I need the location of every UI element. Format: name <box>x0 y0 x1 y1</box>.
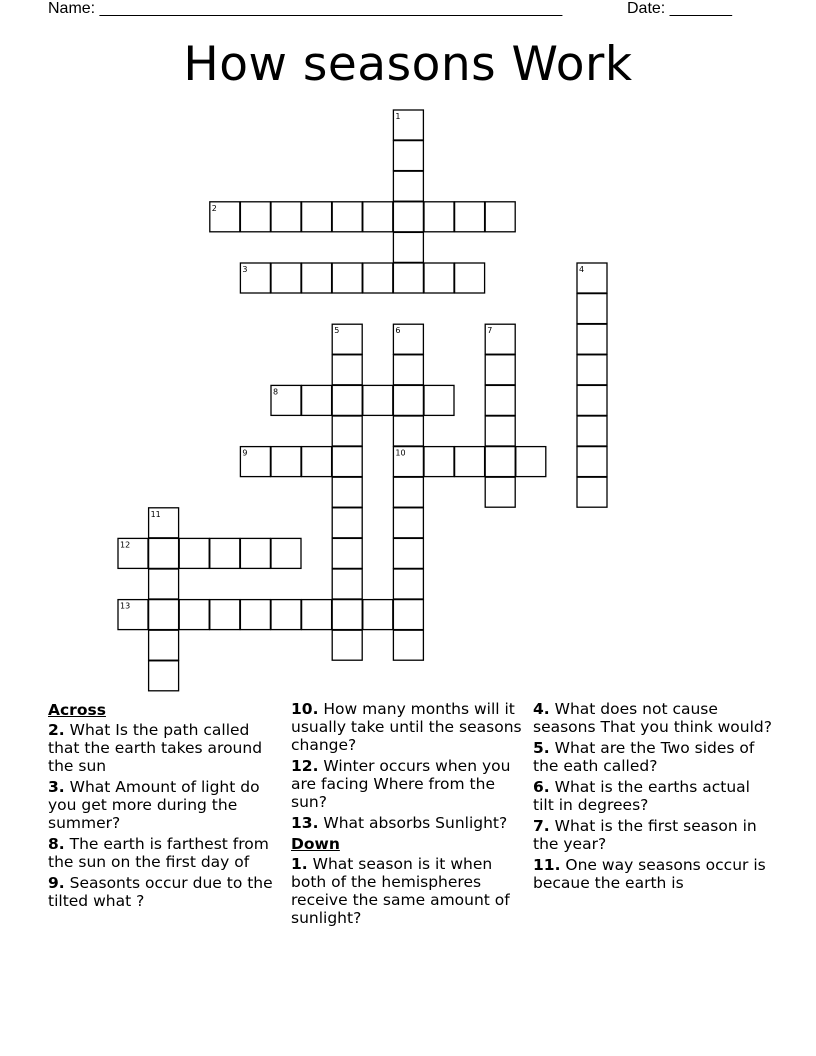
clue-text: What season is it when both of the hemispheres receive the same amount of sunlight? <box>291 855 510 927</box>
grid-cell[interactable] <box>271 263 301 293</box>
grid-cell[interactable] <box>149 569 179 599</box>
clue-number: 10. <box>291 700 319 718</box>
clue-number: 12. <box>291 757 319 775</box>
grid-cell[interactable] <box>393 477 423 507</box>
date-field-label: Date: _______ <box>627 0 732 17</box>
grid-cell[interactable] <box>149 661 179 691</box>
grid-cell[interactable] <box>179 538 209 568</box>
clue-text: Winter occurs when you are facing Where from the sun? <box>291 757 511 811</box>
grid-cell[interactable] <box>271 538 301 568</box>
cell-number-label: 3 <box>242 265 248 274</box>
down-clue-4 <box>533 700 773 736</box>
grid-cell[interactable] <box>302 263 332 293</box>
grid-cell[interactable] <box>424 202 454 232</box>
grid-cell[interactable] <box>577 355 607 385</box>
grid-cell[interactable] <box>485 447 515 477</box>
grid-cell[interactable] <box>455 447 485 477</box>
grid-cell[interactable] <box>577 416 607 446</box>
grid-cell[interactable] <box>363 385 393 415</box>
grid-cell[interactable] <box>332 263 362 293</box>
grid-cell[interactable] <box>332 385 362 415</box>
clue-text: What is the first season in the year? <box>533 817 757 853</box>
grid-cell[interactable] <box>393 538 423 568</box>
grid-cell[interactable] <box>485 355 515 385</box>
clue-text: What Amount of light do you get more during the summer? <box>48 778 260 832</box>
across-clue-3 <box>48 778 280 832</box>
clue-text: What is the earths actual tilt in degrees? <box>533 778 750 814</box>
cell-number-label: 8 <box>273 387 279 397</box>
grid-cell[interactable] <box>393 202 423 232</box>
grid-cell[interactable] <box>271 447 301 477</box>
grid-cell[interactable] <box>577 447 607 477</box>
cell-number-label: 7 <box>487 326 493 336</box>
clues-column-3 <box>533 700 773 895</box>
clue-number: 8. <box>48 835 65 853</box>
grid-cell[interactable] <box>393 141 423 171</box>
clue-text: Seasonts occur due to the tilted what ? <box>48 874 273 910</box>
down-clue-7 <box>533 817 773 853</box>
grid-cell[interactable] <box>149 630 179 660</box>
grid-cell[interactable] <box>302 202 332 232</box>
grid-cell[interactable] <box>149 538 179 568</box>
grid-cell[interactable] <box>393 630 423 660</box>
grid-cell[interactable] <box>424 385 454 415</box>
grid-cell[interactable] <box>332 447 362 477</box>
grid-cell[interactable] <box>485 385 515 415</box>
grid-cell[interactable] <box>393 385 423 415</box>
cell-number-label: 9 <box>242 448 248 458</box>
grid-cell[interactable] <box>240 600 270 630</box>
grid-cell[interactable] <box>393 508 423 538</box>
clue-text: The earth is farthest from the sun on the first day of <box>48 835 269 871</box>
grid-cell[interactable] <box>516 447 546 477</box>
grid-cell[interactable] <box>210 538 240 568</box>
grid-cell[interactable] <box>332 202 362 232</box>
grid-cell[interactable] <box>332 538 362 568</box>
grid-cell[interactable] <box>485 416 515 446</box>
grid-cell[interactable] <box>302 385 332 415</box>
clue-text: What does not cause seasons That you think would? <box>533 700 772 736</box>
grid-cell[interactable] <box>302 600 332 630</box>
across-clue-10 <box>291 700 523 754</box>
clue-number: 2. <box>48 721 65 739</box>
grid-cell[interactable] <box>302 447 332 477</box>
grid-cell[interactable] <box>179 600 209 630</box>
grid-cell[interactable] <box>363 202 393 232</box>
grid-cell[interactable] <box>240 202 270 232</box>
clue-text: What are the Two sides of the eath called? <box>533 739 755 775</box>
grid-cell[interactable] <box>577 385 607 415</box>
down-clue-11 <box>533 856 773 892</box>
grid-cell[interactable] <box>485 202 515 232</box>
cell-number-label: 13 <box>120 601 131 611</box>
cell-number-label: 1 <box>395 112 401 121</box>
clue-number: 7. <box>533 817 550 835</box>
grid-cell[interactable] <box>577 477 607 507</box>
cell-number-label: 4 <box>579 265 585 274</box>
grid-cell[interactable] <box>424 263 454 293</box>
down-heading: Down <box>291 835 340 853</box>
grid-cell[interactable] <box>332 630 362 660</box>
clues-column-2 <box>291 700 523 930</box>
grid-cell[interactable] <box>393 263 423 293</box>
clue-text: What Is the path called that the earth takes around the sun <box>48 721 263 775</box>
clue-number: 3. <box>48 778 65 796</box>
cell-number-label: 6 <box>395 326 401 336</box>
clue-number: 6. <box>533 778 550 796</box>
grid-cell[interactable] <box>271 600 301 630</box>
grid-cell[interactable] <box>332 355 362 385</box>
grid-cell[interactable] <box>332 600 362 630</box>
clues-column-1 <box>48 700 280 913</box>
clue-text: How many months will it usually take until the seasons change? <box>291 700 522 754</box>
grid-cell[interactable] <box>455 202 485 232</box>
down-clue-1 <box>291 855 523 927</box>
clue-number: 5. <box>533 739 550 757</box>
grid-cell[interactable] <box>577 294 607 324</box>
grid-cell[interactable] <box>577 324 607 354</box>
grid-cell[interactable] <box>332 508 362 538</box>
name-field-label: Name: ____________________________________________________ <box>48 0 563 17</box>
clue-number: 4. <box>533 700 550 718</box>
grid-cell[interactable] <box>210 600 240 630</box>
puzzle-title: How seasons Work <box>183 37 633 92</box>
grid-cell[interactable] <box>455 263 485 293</box>
clue-number: 9. <box>48 874 65 892</box>
cell-number-label: 5 <box>334 326 340 336</box>
cell-number-label: 12 <box>120 540 131 550</box>
clue-number: 13. <box>291 814 319 832</box>
grid-cell[interactable] <box>393 416 423 446</box>
grid-cell[interactable] <box>393 232 423 262</box>
grid-cell[interactable] <box>332 416 362 446</box>
clue-text: One way seasons occur is becaue the earth is <box>533 856 766 892</box>
grid-cell[interactable] <box>485 477 515 507</box>
across-clue-9 <box>48 874 280 910</box>
cell-number-label: 10 <box>395 448 406 458</box>
grid-cell[interactable] <box>332 477 362 507</box>
across-clue-2 <box>48 721 280 775</box>
across-clue-13 <box>291 814 523 832</box>
cell-number-label: 11 <box>150 509 161 519</box>
grid-cell[interactable] <box>393 171 423 201</box>
grid-cell[interactable] <box>332 569 362 599</box>
across-clue-8 <box>48 835 280 871</box>
grid-cell[interactable] <box>363 600 393 630</box>
down-clue-5 <box>533 739 773 775</box>
across-heading: Across <box>48 701 106 719</box>
across-clue-12 <box>291 757 523 811</box>
clue-number: 11. <box>533 856 561 874</box>
grid-cell[interactable] <box>271 202 301 232</box>
grid-cell[interactable] <box>240 538 270 568</box>
grid-cell[interactable] <box>363 263 393 293</box>
grid-cell[interactable] <box>393 569 423 599</box>
clue-number: 1. <box>291 855 308 873</box>
clue-text: What absorbs Sunlight? <box>323 814 508 832</box>
down-clue-6 <box>533 778 773 814</box>
grid-cell[interactable] <box>149 600 179 630</box>
cell-number-label: 2 <box>211 203 217 213</box>
grid-cell[interactable] <box>393 600 423 630</box>
grid-cell[interactable] <box>424 447 454 477</box>
grid-cell[interactable] <box>393 355 423 385</box>
